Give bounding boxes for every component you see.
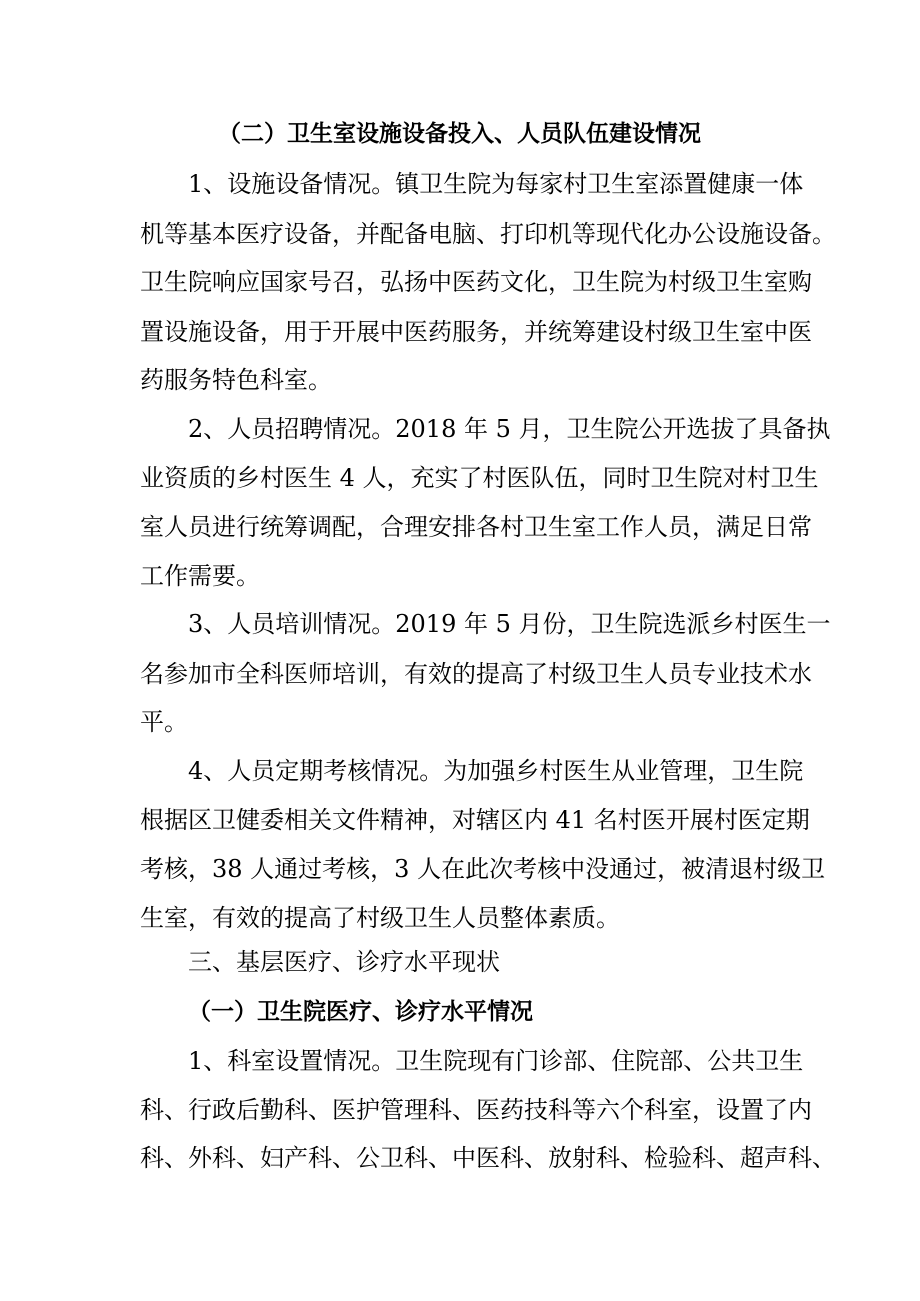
paragraph-line: 3、人员培训情况。2019 年 5 月份，卫生院选派乡村医生一 <box>188 610 831 638</box>
paragraph-line: 机等基本医疗设备，并配备电脑、打印机等现代化办公设施设备。 <box>140 220 836 248</box>
section-heading-facilities-staff: （二）卫生室设施设备投入、人员队伍建设情况 <box>218 121 701 147</box>
paragraph-line: 科、行政后勤科、医护管理科、医药技科等六个科室，设置了内 <box>140 1096 812 1124</box>
paragraph-line: 1、科室设置情况。卫生院现有门诊部、住院部、公共卫生 <box>188 1047 804 1075</box>
paragraph-line: 置设施设备，用于开展中医药服务，并统筹建设村级卫生室中医 <box>140 318 812 346</box>
paragraph-line: 药服务特色科室。 <box>140 366 332 394</box>
paragraph-line: 2、人员招聘情况。2018 年 5 月，卫生院公开选拔了具备执 <box>188 415 831 443</box>
paragraph-line: 卫生院响应国家号召，弘扬中医药文化，卫生院为村级卫生室购 <box>140 268 812 296</box>
paragraph-line: 工作需要。 <box>140 562 260 590</box>
paragraph-line: 1、设施设备情况。镇卫生院为每家村卫生室添置健康一体 <box>188 170 804 198</box>
paragraph-line: 根据区卫健委相关文件精神，对辖区内 41 名村医开展村医定期 <box>140 806 810 834</box>
section-heading-current-status: 三、基层医疗、诊疗水平现状 <box>188 948 500 976</box>
paragraph-line: 业资质的乡村医生 4 人，充实了村医队伍，同时卫生院对村卫生 <box>140 464 819 492</box>
paragraph-line: 考核，38 人通过考核，3 人在此次考核中没通过，被清退村级卫 <box>140 855 826 883</box>
section-heading-hospital-level: （一）卫生院医疗、诊疗水平情况 <box>188 999 533 1025</box>
paragraph-line: 科、外科、妇产科、公卫科、中医科、放射科、检验科、超声科、 <box>140 1144 836 1172</box>
paragraph-line: 平。 <box>140 708 188 736</box>
paragraph-line: 名参加市全科医师培训，有效的提高了村级卫生人员专业技术水 <box>140 660 812 688</box>
paragraph-line: 4、人员定期考核情况。为加强乡村医生从业管理，卫生院 <box>188 757 804 785</box>
paragraph-line: 生室，有效的提高了村级卫生人员整体素质。 <box>140 904 620 932</box>
paragraph-line: 室人员进行统筹调配，合理安排各村卫生室工作人员，满足日常 <box>140 513 812 541</box>
